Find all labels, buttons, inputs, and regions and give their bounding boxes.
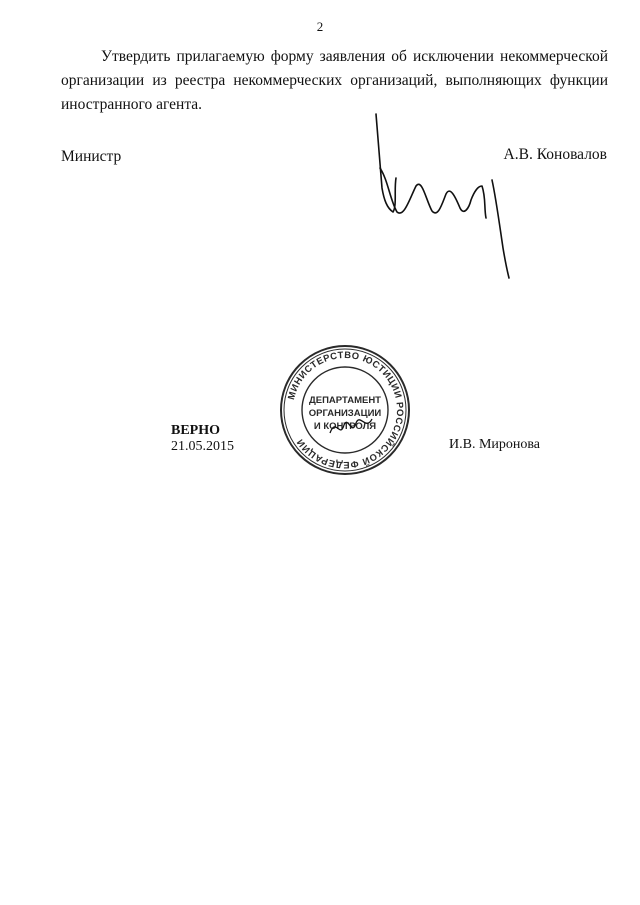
page-number: 2 bbox=[316, 19, 324, 34]
handwritten-signature bbox=[360, 108, 530, 288]
certification-label: ВЕРНО bbox=[171, 423, 221, 438]
stamp-center-line-3: И КОНТРОЛЯ bbox=[313, 421, 377, 432]
stamp-center-line-1: ДЕПАРТАМЕНТ bbox=[309, 395, 381, 406]
minister-name: А.В. Коновалов bbox=[503, 146, 607, 163]
certification-date: 21.05.2015 bbox=[171, 439, 234, 454]
minister-title: Министр bbox=[61, 148, 122, 165]
official-stamp bbox=[278, 343, 412, 477]
body-paragraph: Утвердить прилагаемую форму заявления об исключении некоммерческой организации из реестра некоммерческих организаций, выполняющих функции иностранного агента. bbox=[61, 48, 608, 113]
stamp-center-line-2: ОРГАНИЗАЦИИ bbox=[308, 408, 382, 419]
certifier-name: И.В. Миронова bbox=[449, 437, 541, 452]
stamp-ring-text: МИНИСТЕРСТВО ЮСТИЦИИ РОССИЙСКОЙ ФЕДЕРАЦИИ bbox=[285, 348, 407, 472]
